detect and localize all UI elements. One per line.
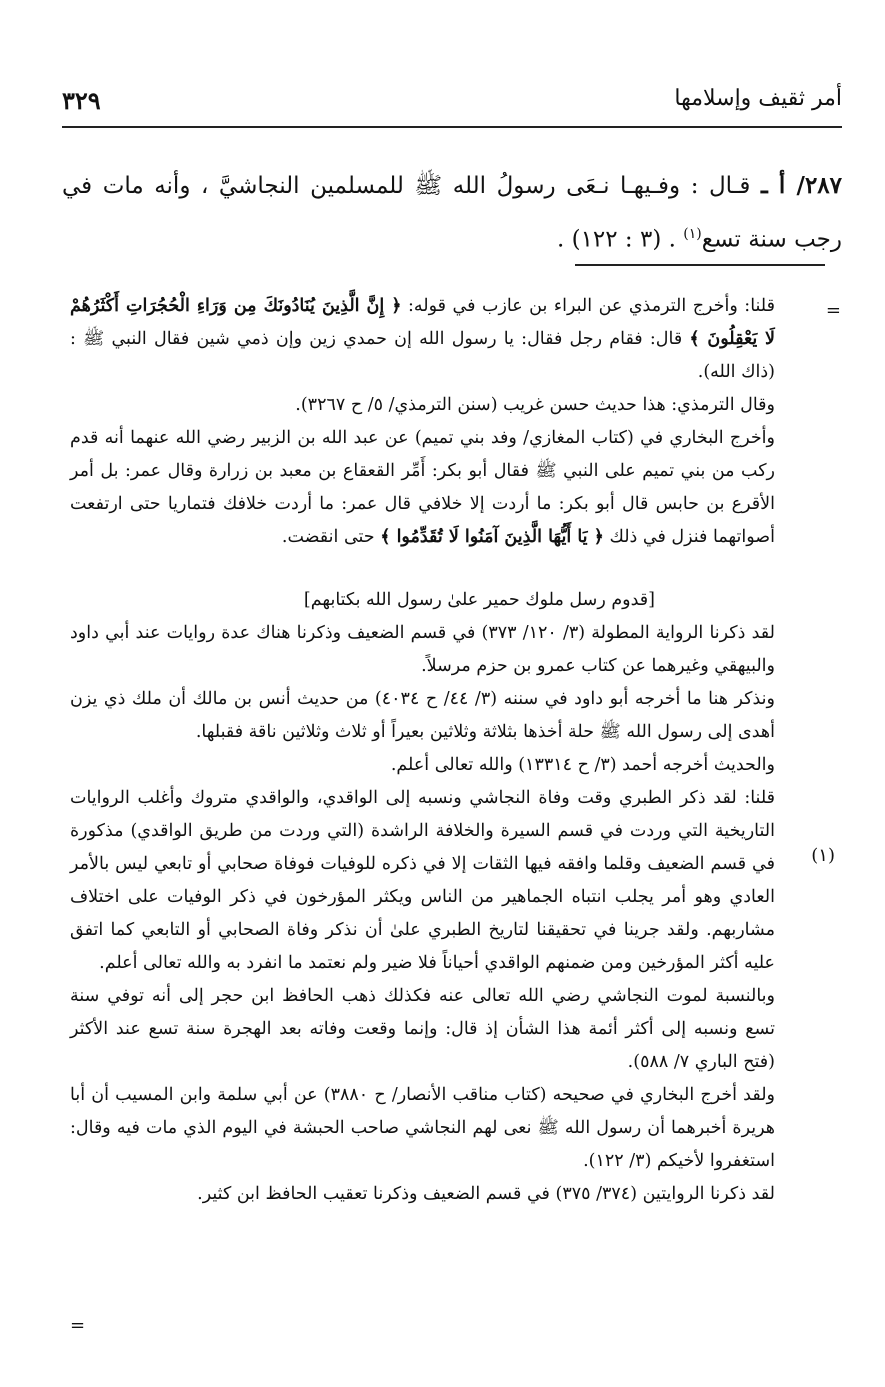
running-header — [62, 86, 842, 126]
quran-verse: ﴿ يَا أَيُّهَا الَّذِينَ آمَنُوا لَا تُقَدِّمُوا ﴾ — [380, 527, 604, 547]
header-title: أمر ثقيف وإسلامها — [674, 86, 842, 111]
continuation-mark-bottom: = — [70, 1315, 86, 1336]
footnote-marker: (١) — [811, 845, 835, 866]
note-paragraph: قلنا: لقد ذكر الطبري وقت وفاة النجاشي ونسبه إلى الواقدي، والواقدي متروك وأغلب الروايات التاريخية التي وردت في قسم السيرة والخلافة الراشدة (التي وردت من طريق الواقدي) مذكورة في قسم الضعيف وقلما وافقه فيها الثقات إلا في ذكره للوفيات فوفاة صحابي أو تابعي ليس بالأمر العادي وهو أمر يجلب انتباه الجماهير من الناس ويكثر المؤرخون في ذكر الوفيات على اختلاف مشاربهم. ولقد جرينا في تحقيقنا لتاريخ الطبري علىٰ أن نذكر وفاة الصحابي أو التابعي كما اتفق عليه أكثر المؤرخين ومن ضمنهم الواقدي أحياناً فلا ضير ولم نعتمد ما انفرد به والله تعالى أعلم. — [70, 788, 775, 973]
note-paragraph — [70, 422, 775, 554]
note-paragraph: وبالنسبة لموت النجاشي رضي الله تعالى عنه فكذلك ذهب الحافظ ابن حجر إلى أنه توفي سنة تسع ونسبه إلى أكثر أئمة هذا الشأن إذ قال: وإنما وقعت وفاته بعد الهجرة سنة تسع عند الأكثر (فتح الباري ٧/ ٥٨٨). — [70, 986, 775, 1072]
section-title: [قدوم رسل ملوك حمير علىٰ رسول الله بكتابهم] — [303, 590, 655, 610]
spacer — [70, 554, 775, 584]
note-text: وأخرج البخاري في (كتاب المغازي/ وفد بني تميم) عن عبد الله بن الزبير رضي الله عنهما أنه قدم ركب من بني تميم على النبي ﷺ فقال أبو بكر: أَمِّر القعقاع بن معبد بن زرارة وقال عمر: بل أمر الأقرع بن حابس قال أبو بكر: ما أردت إلا خلافي قال عمر: ما أردت خلافك فتماريا حتى ارتفعت أصواتهما فنزل في ذلك — [70, 428, 775, 547]
footnote-separator — [575, 264, 825, 266]
note-paragraph: لقد ذكرنا الرواية المطولة (٣/ ١٢٠/ ٣٧٣) في قسم الضعيف وذكرنا هناك عدة روايات عند أبي داود والبيهقي وغيرهما عن كتاب عمرو بن حزم مرسلاً. — [70, 623, 775, 676]
quran-verse: ﴿ إِنَّ الَّذِينَ يُنَادُونَكَ مِن وَرَاءِ الْحُجُرَاتِ أَكْثَرُهُمْ لَا يَعْقِلُونَ ﴾ — [70, 296, 775, 349]
note-text: حتى انقضت. — [281, 527, 375, 547]
continuation-mark-top: = — [825, 300, 841, 321]
note-paragraph: لقد ذكرنا الروايتين (٣٧٤/ ٣٧٥) في قسم الضعيف وذكرنا تعقيب الحافظ ابن كثير. — [197, 1184, 775, 1204]
header-rule — [62, 126, 842, 128]
hadith-reference: . (٣ : ١٢٢) . — [556, 226, 676, 253]
hadith-number: ٢٨٧/ أ ـ — [760, 172, 842, 199]
note-paragraph: ونذكر هنا ما أخرجه أبو داود في سننه (٣/ ٤٤/ ح ٤٠٣٤) من حديث أنس بن مالك أن ملك ذي يزن أهدى إلى رسول الله ﷺ حلة أخذها بثلاثة وثلاثين بعيراً أو ثلاث وثلاثين ناقة فقبلها. — [70, 689, 775, 742]
note-paragraph: ولقد أخرج البخاري في صحيحه (كتاب مناقب الأنصار/ ح ٣٨٨٠) عن أبي سلمة وابن المسيب أن أبا هريرة أخبرهما أن رسول الله ﷺ نعى لهم النجاشي صاحب الحبشة في اليوم الذي مات فيه وقال: استغفروا لأخيكم (٣/ ١٢٢). — [70, 1085, 776, 1171]
note-paragraph — [70, 290, 775, 389]
note-paragraph: وقال الترمذي: هذا حديث حسن غريب (سنن الترمذي/ ٥/ ح ٣٢٦٧). — [295, 395, 775, 415]
note-text: قال: فقام رجل فقال: يا رسول الله إن حمدي زين وإن ذمي شين فقال النبي ﷺ : (ذاك الله). — [70, 329, 775, 382]
note-paragraph: والحديث أخرجه أحمد (٣/ ح ١٣٣١٤) والله تعالى أعلم. — [390, 755, 775, 775]
note-text: قلنا: وأخرج الترمذي عن البراء بن عازب في قوله: — [408, 296, 775, 316]
main-hadith — [62, 162, 842, 264]
footnotes — [70, 290, 775, 1211]
hadith-text: قـال : وفـيهـا نـعَى رسولُ الله ﷺ للمسلمين النجاشيَّ ، وأنه مات في رجب سنة تسع — [62, 173, 842, 253]
footnote-ref[interactable]: (١) — [683, 226, 702, 242]
page-number: ٣٢٩ — [62, 86, 101, 115]
